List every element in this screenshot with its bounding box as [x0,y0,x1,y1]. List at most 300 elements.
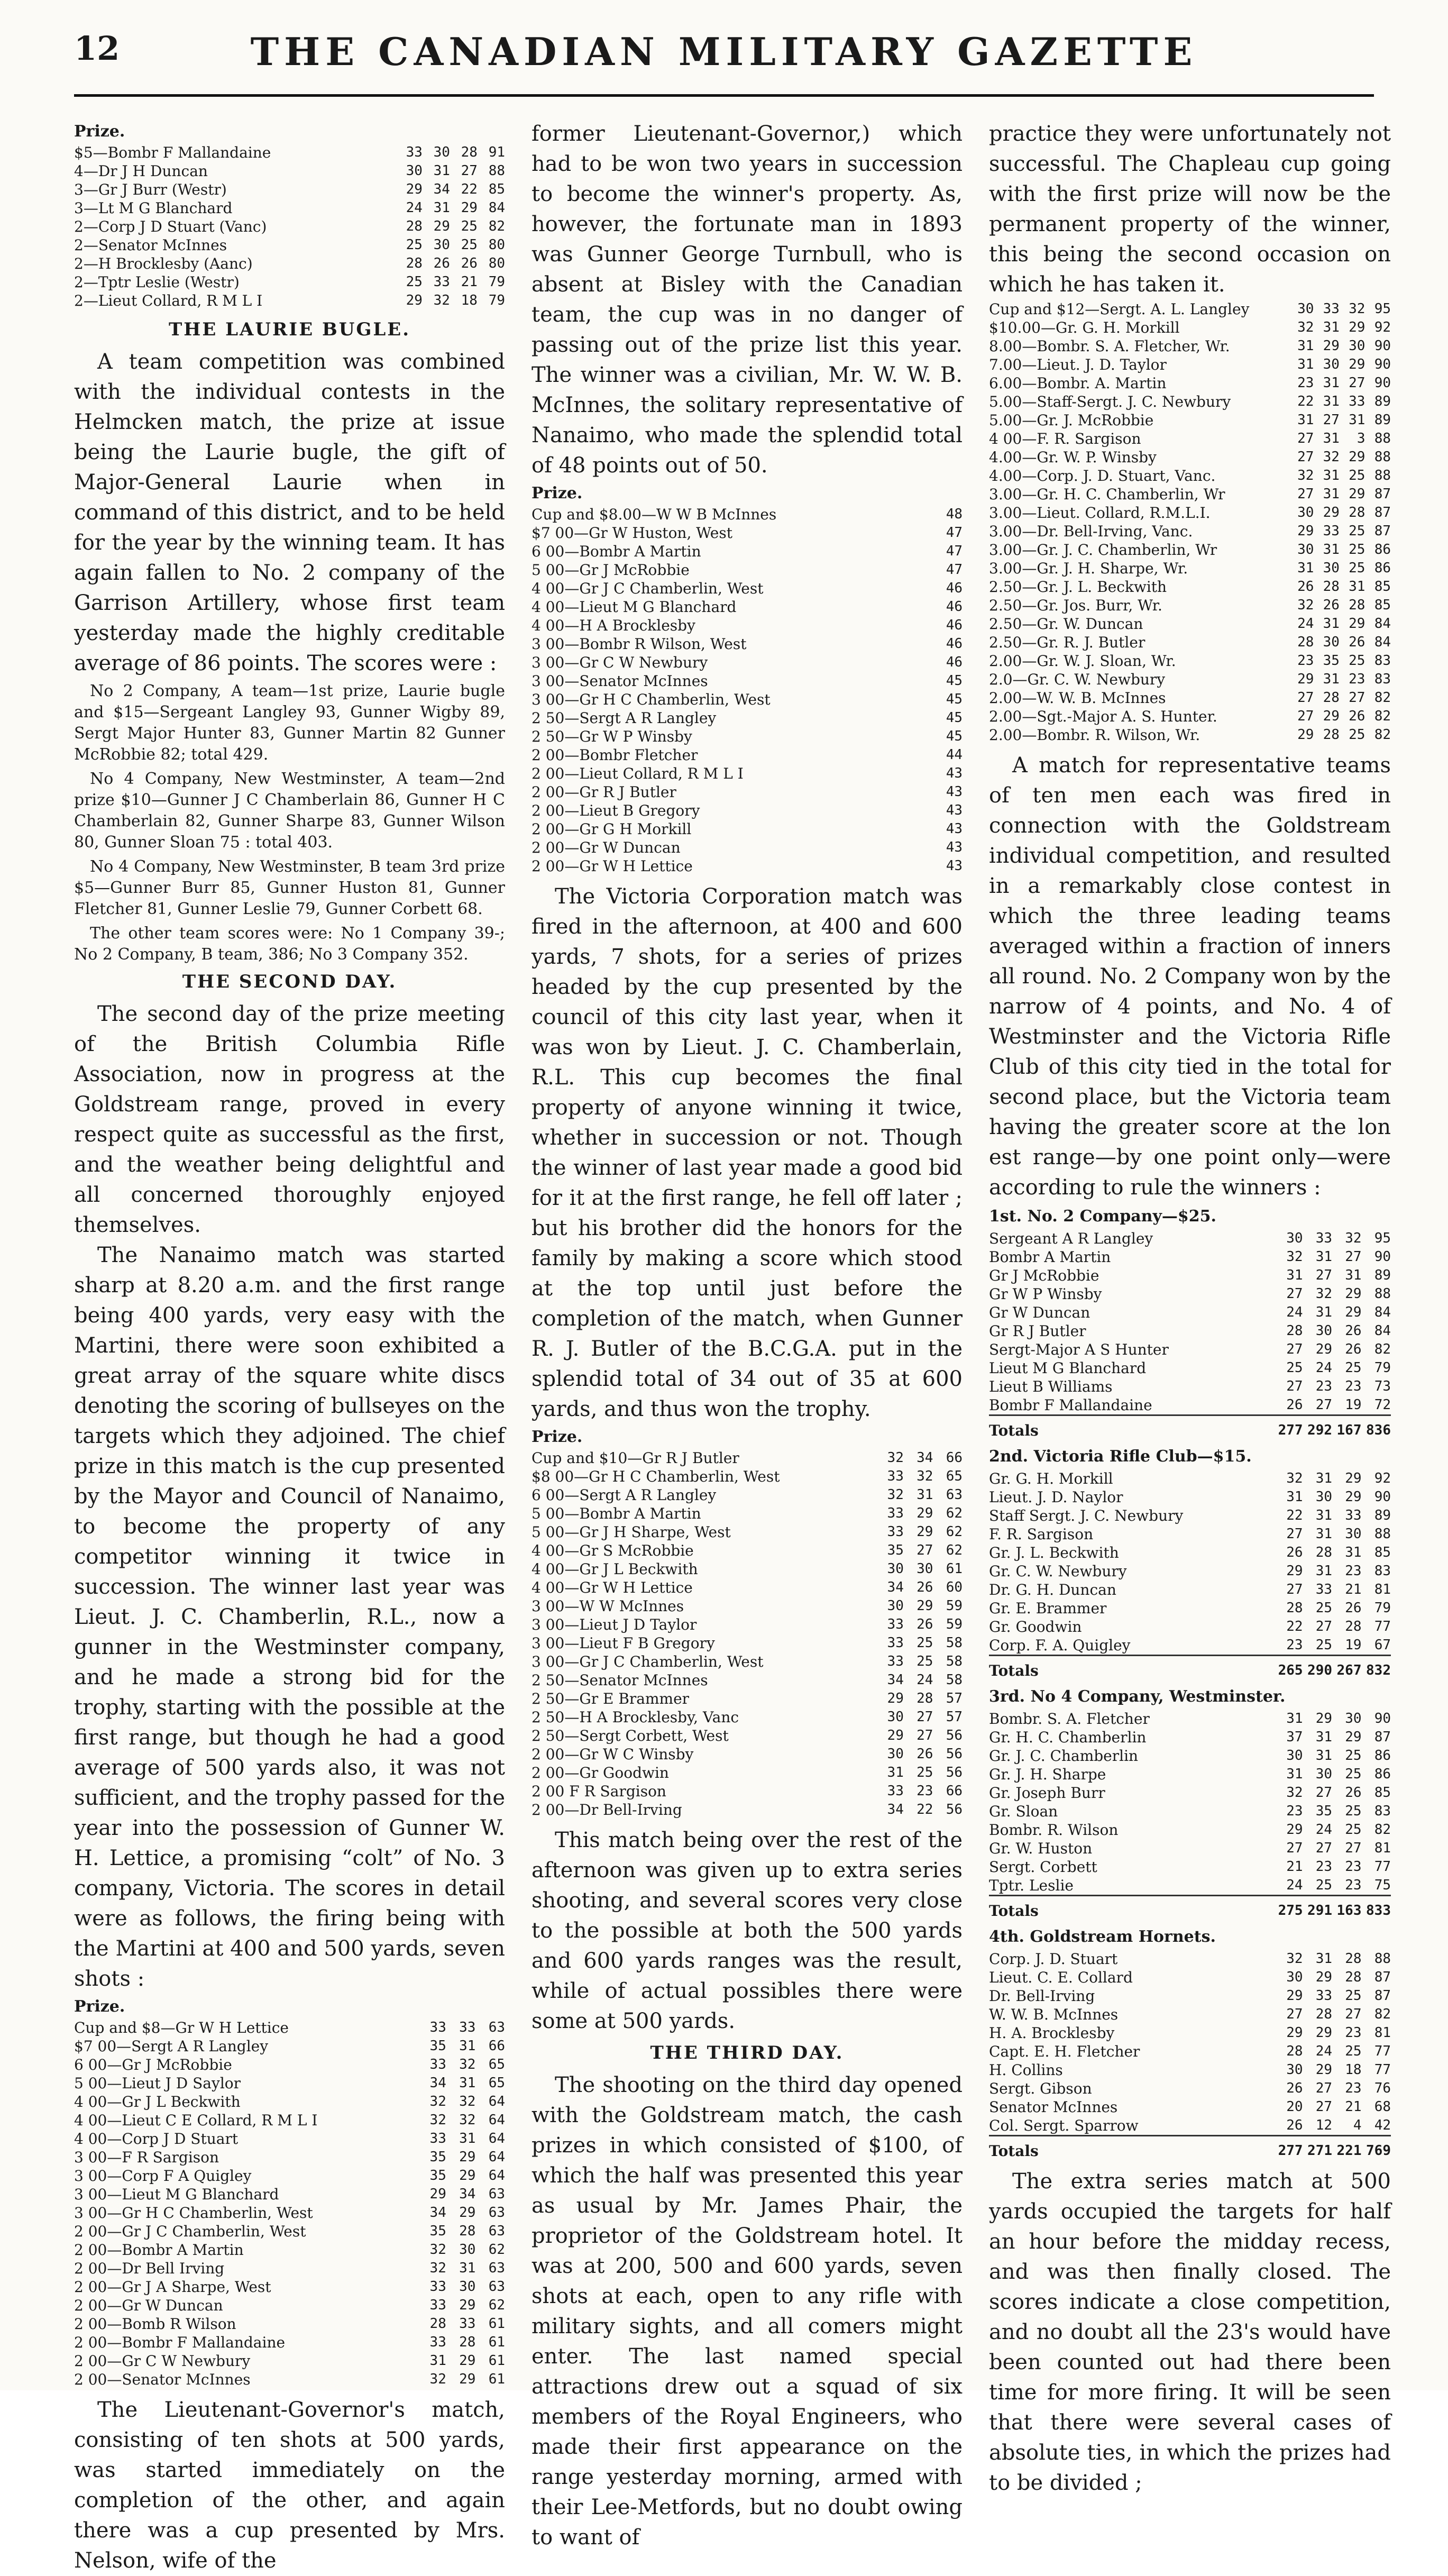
score-row [989,411,1391,430]
score-value: 42 [1374,2117,1391,2133]
score-entry-name: Gr. J. L. Beckwith [989,1544,1119,1561]
score-value: 65 [488,2075,505,2091]
score-value: 35 [887,1542,904,1558]
score-value: 27 [1286,1378,1303,1394]
score-value: 31 [1315,1729,1333,1745]
score-value: 84 [1374,634,1391,650]
score-row [531,783,963,801]
score-value: 26 [917,1616,933,1632]
score-value: 25 [1349,727,1365,743]
score-value: 23 [1345,1859,1362,1875]
score-value: 33 [1323,301,1340,317]
score-value: 21 [1345,1582,1362,1597]
score-entry-name: 2 50—H A Brocklesby, Vanc [531,1709,739,1726]
score-value: 31 [1323,468,1340,483]
score-value: 769 [1362,2136,1391,2161]
score-value: 61 [488,2316,505,2332]
score-value: 27 [1315,1840,1333,1856]
masthead-title: THE CANADIAN MILITARY GAZETTE [250,29,1198,74]
score-value: 32 [459,2112,476,2128]
score-value: 56 [946,1746,963,1762]
score-entry-name: 6 00—Bombr A Martin [531,543,701,560]
score-row [74,291,505,310]
score-entry-name: Lieut B Williams [989,1378,1113,1395]
score-value: 47 [946,525,963,541]
score-entry-name: 2 00—Gr R J Butler [531,783,676,801]
score-value: 30 [1297,301,1314,317]
score-row [531,616,963,635]
score-value: 31 [433,163,450,179]
score-entry-name: Cup and $10—Gr R J Butler [531,1449,739,1467]
score-value: 66 [488,2038,505,2054]
column-3 [989,119,1391,2495]
score-value: 22 [1286,1619,1303,1634]
score-value: 87 [1374,1969,1391,1985]
score-value: 26 [1286,2117,1303,2133]
score-row [74,2167,505,2185]
score-value: 28 [406,255,423,271]
score-entry-name: 2 00—Bombr A Martin [74,2241,244,2259]
score-row [989,541,1391,559]
score-entry-name: Lieut M G Blanchard [989,1359,1147,1377]
score-value: 27 [1297,486,1314,502]
score-value: 27 [1315,1397,1333,1413]
score-row [531,598,963,616]
score-value: 79 [488,274,505,290]
score-value: 61 [488,2334,505,2350]
score-value: 31 [459,2075,476,2091]
score-value: 33 [429,2057,446,2072]
score-row [531,1727,963,1745]
score-value: 23 [1345,1378,1362,1394]
score-value: 82 [1374,1822,1391,1838]
score-value: 27 [1286,1286,1303,1302]
score-row [989,1839,1391,1858]
score-entry-name: 2—Lieut Collard, R M L I [74,292,263,309]
score-value: 21 [1286,1859,1303,1875]
team-score-table [989,1229,1391,1440]
header-rule [74,94,1374,97]
score-value: 31 [1345,1267,1362,1283]
score-entry-name: 3—Gr J Burr (Westr) [74,181,227,198]
score-value: 32 [429,2242,446,2258]
score-value: 21 [1345,2099,1362,2115]
score-value: 163 [1332,1896,1361,1921]
score-entry-name: 2.00—Sgt.-Major A. S. Hunter. [989,708,1217,725]
score-value: 63 [488,2223,505,2239]
score-value: 32 [1286,1785,1303,1801]
score-value: 31 [459,2038,476,2054]
score-value: 25 [917,1635,933,1651]
score-entry-name: Gr. Goodwin [989,1618,1082,1636]
score-table [74,143,505,310]
score-value: 32 [1345,1230,1362,1246]
score-value: 29 [1345,1304,1362,1320]
score-value: 25 [406,237,423,253]
totals-row [989,1896,1391,1921]
score-row [989,1506,1391,1525]
score-entry-name: 3 00—Gr C W Newbury [531,654,708,671]
score-value: 31 [1323,616,1340,632]
score-entry-name: 3 00—Corp F A Quigley [74,2167,252,2185]
score-entry-name: 4 00—Gr J L Beckwith [531,1560,698,1578]
score-value: 277 [1273,1415,1303,1440]
score-value: 33 [887,1524,904,1540]
score-value: 31 [1323,671,1340,687]
score-row [531,801,963,820]
score-value: 30 [1345,1526,1362,1542]
score-row [531,764,963,783]
score-value: 85 [488,181,505,197]
score-value: 25 [1315,1877,1333,1893]
score-value: 19 [1345,1397,1362,1413]
score-value: 47 [946,562,963,578]
score-value: 64 [488,2131,505,2146]
score-entry-name: 4—Dr J H Duncan [74,162,208,180]
score-entry-name: 2.50—Gr. Jos. Burr, Wr. [989,597,1162,614]
score-entry-name: 2 50—Sergt Corbett, West [531,1727,729,1744]
score-row [989,1562,1391,1581]
score-entry-name: 2.00—Bombr. R. Wilson, Wr. [989,726,1200,744]
score-entry-name: Gr W Duncan [989,1304,1090,1321]
score-row [989,2079,1391,2098]
score-value: 28 [1345,1619,1362,1634]
score-value: 267 [1332,1656,1361,1680]
score-entry-name: 4 00—Gr W H Lettice [531,1579,693,1596]
score-value: 34 [917,1450,933,1466]
score-value: 32 [429,2371,446,2387]
score-value: 29 [1286,1822,1303,1838]
score-entry-name: 2 00—Bombr Fletcher [531,746,698,764]
score-entry-name: 6 00—Gr J McRobbie [74,2056,232,2073]
score-value: 29 [1345,1729,1362,1745]
score-entry-name: 2.0—Gr. C. W. Newbury [989,671,1166,688]
score-value: 32 [887,1487,904,1503]
score-entry-name: Gr. E. Brammer [989,1600,1107,1617]
page-header [74,29,1374,87]
team-score-table [989,1469,1391,1680]
score-value: 28 [1323,579,1340,595]
score-value: 25 [1345,1803,1362,1819]
score-value: 61 [488,2371,505,2387]
score-value: 77 [1374,1619,1391,1634]
score-value: 95 [1374,301,1391,317]
score-entry-name: 2—H Brocklesby (Aanc) [74,255,253,272]
score-entry-name: 2—Tptr Leslie (Westr) [74,273,240,291]
score-value: 23 [1315,1859,1333,1875]
score-value: 32 [433,293,450,308]
score-row [531,1560,963,1578]
score-value: 65 [488,2057,505,2072]
score-entry-name: 4 00—Corp J D Stuart [74,2130,239,2148]
score-value: 29 [1349,486,1365,502]
score-value: 29 [1297,671,1314,687]
score-value: 46 [946,617,963,633]
score-entry-name: Totals [989,1415,1273,1440]
score-value: 32 [459,2094,476,2109]
score-value: 27 [1297,449,1314,465]
score-row [989,1488,1391,1506]
score-value: 275 [1273,1896,1303,1921]
score-entry-name: Gr. J. C. Chamberlin [989,1747,1139,1765]
score-row [989,1618,1391,1636]
score-value: 37 [1286,1729,1303,1745]
score-value: 44 [946,747,963,763]
score-value: 28 [459,2223,476,2239]
score-value: 31 [1297,412,1314,428]
score-value: 57 [946,1691,963,1706]
score-value: 33 [1349,394,1365,409]
score-value: 90 [1374,1249,1391,1265]
score-row [989,1525,1391,1543]
score-row [531,635,963,653]
score-value: 32 [1315,1286,1333,1302]
score-value: 83 [1374,1563,1391,1579]
score-row [74,236,505,254]
score-row [989,1340,1391,1359]
score-value: 28 [1345,1951,1362,1967]
score-entry-name: Gr. Joseph Burr [989,1784,1105,1802]
score-value: 59 [946,1598,963,1614]
score-row [531,1708,963,1727]
score-row [74,2278,505,2296]
score-value: 24 [1286,1304,1303,1320]
score-value: 82 [1374,1341,1391,1357]
score-value: 26 [1349,634,1365,650]
score-entry-name: 2 00—Dr Bell Irving [74,2260,225,2277]
score-entry-name: Capt. E. H. Fletcher [989,2043,1140,2060]
score-value: 30 [1323,357,1340,372]
score-entry-name: Gr. C. W. Newbury [989,1563,1127,1580]
article-paragraph: The Nanaimo match was started sharp at 8.20 a.m. and the first range being 400 yards, very easy with the Martini, there were soon exhibited a great array of the square white discs denoting the scoring of bullseyes on the targets which they adjoined. The chief prize in this match is the cup presented by the Mayor and Council of Nanaimo, to become the property of any competitor winning it twice in succession. The winner last year was Lieut. J. C. Chamberlin, R.L., now a gunner in the Westminster company, and he made a strong bid for the trophy, starting with the possible at the first range, but though he had a good average of 500 yards also, it was not sufficient, and the trophy passed for the year into the possession of Gunner W. H. Lettice, a promising “colt” of No. 3 company, Victoria. The scores in detail were as follows, the firing being with the Martini at 400 and 500 yards, seven shots : [74,1243,505,1991]
score-value: 26 [1297,579,1314,595]
score-value: 26 [917,1579,933,1595]
score-row [989,1303,1391,1322]
score-value: 32 [459,2057,476,2072]
score-value: 29 [459,2297,476,2313]
score-entry-name: 2 00—Bombr F Mallandaine [74,2334,286,2351]
score-row [531,1671,963,1689]
score-value: 23 [1345,2080,1362,2096]
score-row [989,300,1391,318]
score-row [989,2061,1391,2079]
score-row [989,1950,1391,1968]
score-value: 88 [488,163,505,179]
score-row [531,653,963,672]
score-value: 23 [1345,2025,1362,2041]
score-value: 84 [488,200,505,216]
score-row [989,485,1391,504]
score-value: 43 [946,821,963,837]
score-row [74,2111,505,2130]
score-entry-name: Cup and $8.00—W W B McInnes [531,506,777,523]
score-entry-name: 5 00—Gr J H Sharpe, West [531,1523,731,1541]
score-value: 46 [946,580,963,596]
score-value: 33 [459,2316,476,2332]
score-value: 29 [1315,1711,1333,1727]
score-value: 31 [1345,1545,1362,1560]
score-value: 25 [1349,542,1365,558]
score-entry-name: 3 00—Bombr R Wilson, West [531,635,747,653]
score-value: 27 [1349,690,1365,706]
score-entry-name: 2.00—Gr. W. J. Sloan, Wr. [989,652,1176,670]
score-row [74,2315,505,2333]
score-entry-name: $7 00—Gr W Huston, West [531,524,732,542]
score-value: 64 [488,2149,505,2165]
score-row [74,2333,505,2352]
score-entry-name: 2 00—Gr J C Chamberlin, West [74,2223,306,2240]
score-value: 32 [1323,449,1340,465]
score-value: 30 [406,163,423,179]
score-row [531,1467,963,1486]
score-row [74,2222,505,2241]
score-value: 28 [1323,727,1340,743]
score-row [989,1377,1391,1396]
score-entry-name: 6.00—Bombr. A. Martin [989,374,1167,392]
score-value: 82 [1374,727,1391,743]
score-value: 34 [429,2075,446,2091]
score-value: 45 [946,691,963,707]
score-value: 66 [946,1450,963,1466]
score-row [989,2042,1391,2061]
score-value: 26 [1349,708,1365,724]
score-value: 26 [461,255,478,271]
score-value: 95 [1374,1230,1391,1246]
score-entry-name: $8 00—Gr H C Chamberlin, West [531,1468,780,1485]
score-entry-name: 2 00—Gr Goodwin [531,1764,669,1782]
score-value: 23 [1297,653,1314,669]
score-row [989,1322,1391,1340]
score-value: 33 [429,2020,446,2035]
score-value: 33 [429,2334,446,2350]
score-value: 32 [1286,1951,1303,1967]
score-value: 28 [1297,634,1314,650]
score-entry-name: 2.50—Gr. W. Duncan [989,615,1143,633]
totals-row [989,1415,1391,1440]
score-entry-name: 2 50—Gr E Brammer [531,1690,690,1707]
score-value: 27 [1349,375,1365,391]
score-row [74,2185,505,2204]
score-value: 29 [887,1691,904,1706]
score-value: 33 [1315,1988,1333,2004]
score-entry-name: Corp. J. D. Stuart [989,1950,1118,1968]
score-entry-name: 3 00—Lieut J D Taylor [531,1616,697,1633]
score-value: 30 [433,144,450,160]
score-value: 30 [887,1709,904,1725]
score-row [989,2098,1391,2116]
score-value: 86 [1374,1766,1391,1782]
score-value: 79 [1374,1360,1391,1376]
score-value: 86 [1374,542,1391,558]
score-row [989,1858,1391,1876]
score-value: 83 [1374,671,1391,687]
score-entry-name: Lieut. C. E. Collard [989,1969,1133,1986]
score-row [531,561,963,579]
score-value: 28 [1345,1969,1362,1985]
score-entry-name: Gr. H. C. Chamberlin [989,1729,1147,1746]
section-heading: THE THIRD DAY. [650,2042,844,2063]
score-entry-name: 2.00—W. W. B. McInnes [989,689,1166,707]
score-value: 30 [433,237,450,253]
score-value: 89 [1374,1508,1391,1523]
score-entry-name: Gr J McRobbie [989,1267,1099,1284]
score-value: 79 [488,293,505,308]
score-value: 85 [1374,597,1391,613]
score-value: 19 [1345,1637,1362,1653]
score-value: 221 [1332,2136,1361,2161]
score-value: 83 [1374,1803,1391,1819]
article-paragraph: practice they were unfortunately not successful. The Chapleau cup going with the first prize will now be the permanent property of the winner, this being the second occasion on which he has taken it. [989,122,1391,297]
score-value: 31 [1286,1267,1303,1283]
score-entry-name: 2 00—Gr W H Lettice [531,857,693,875]
score-value: 23 [1345,1877,1362,1893]
score-value: 24 [406,200,423,216]
score-row [74,180,505,199]
score-row [989,1469,1391,1488]
score-row [531,1578,963,1597]
score-value: 30 [1323,634,1340,650]
score-row [74,273,505,291]
score-value: 34 [887,1802,904,1817]
score-value: 29 [433,218,450,234]
score-value: 45 [946,673,963,689]
score-value: 31 [1323,542,1340,558]
score-value: 28 [1323,690,1340,706]
score-value: 22 [1297,394,1314,409]
score-entry-name: 3 00—Gr H C Chamberlin, West [74,2204,313,2222]
score-value: 33 [1345,1508,1362,1523]
score-value: 34 [433,181,450,197]
score-value: 27 [1345,1249,1362,1265]
score-entry-name: 3 00—Lieut F B Gregory [531,1634,715,1652]
score-entry-name: Lieut. J. D. Naylor [989,1488,1123,1506]
team-heading: 4th. Goldstream Hornets. [989,1928,1216,1946]
score-value: 30 [1349,338,1365,354]
score-entry-name: Sergeant A R Langley [989,1230,1153,1247]
score-row [989,1396,1391,1415]
score-row [989,1599,1391,1618]
score-value: 271 [1303,2136,1332,2161]
score-entry-name: 3.00—Dr. Bell-Irving, Vanc. [989,523,1193,540]
score-value: 66 [946,1783,963,1799]
score-value: 27 [1286,1341,1303,1357]
score-value: 35 [429,2038,446,2054]
score-value: 72 [1374,1397,1391,1413]
score-value: 35 [429,2168,446,2184]
score-value: 65 [946,1468,963,1484]
score-value: 29 [1349,449,1365,465]
score-row [989,374,1391,392]
score-value: 32 [429,2112,446,2128]
score-row [74,2204,505,2222]
score-entry-name: 2 00—Gr W Duncan [74,2297,223,2314]
score-value: 29 [1345,1470,1362,1486]
score-entry-name: Gr W P Winsby [989,1285,1102,1303]
score-value: 25 [461,218,478,234]
score-table [531,1449,963,1819]
score-value: 23 [1345,1563,1362,1579]
score-value: 27 [1286,1840,1303,1856]
score-value: 29 [1345,1286,1362,1302]
score-row [989,1636,1391,1656]
score-value: 31 [1315,1249,1333,1265]
score-value: 26 [1345,1785,1362,1801]
score-value: 64 [488,2094,505,2109]
score-value: 29 [917,1598,933,1614]
score-value: 43 [946,858,963,874]
score-value: 58 [946,1672,963,1688]
score-row [989,467,1391,485]
